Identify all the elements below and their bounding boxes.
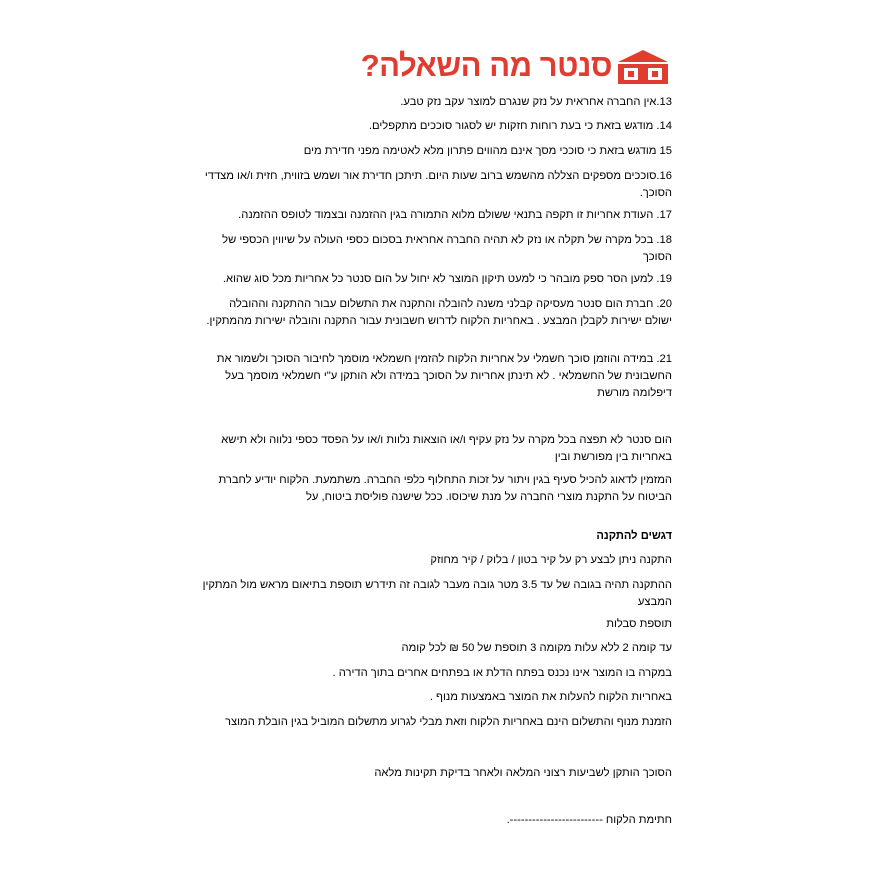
item-13: 13.אין החברה אחראית על נזק שנגרם למוצר עקב נזק טבע.: [400, 96, 672, 108]
liability-paragraph-2: המזמין לדאוג להכיל סעיף בגין ויתור על זכות התחלוף כלפי החברה. משתמעת. הלקוח יודיע לחברת הביטוח על התקנת מוצרי החברה על מנת שיכוסו. ככל שישנה פוליסת ביטוח, על: [218, 474, 672, 503]
install-line-1: התקנה ניתן לבצע רק על קיר בטון / בלוק / קיר מחוזק: [430, 554, 672, 566]
item-17: 17. העודת אחריות זו תקפה בתנאי ששולם מלוא התמורה בגין ההזמנה ובצמוד לטופס ההזמנה.: [238, 209, 672, 221]
logo-wordmark: סנטר מה השאלה?: [360, 48, 612, 83]
item-18: 18. בכל מקרה של תקלה או נזק לא תהיה החברה אחראית בסכום כספי העולה על שיווין הכספי של הסוכך: [222, 234, 672, 263]
customer-signature-line: חתימת הלקוח -------------------------.: [506, 814, 672, 826]
install-heading: דגשים להתקנה: [596, 530, 672, 542]
item-16: 16.סוככים מספקים הצללה מהשמש ברוב שעות היום. תיתכן חדירת אור ושמש בזווית, חזית ו/או מצדדי הסוכך.: [204, 170, 672, 199]
item-20: 20. חברת הום סנטר מעסיקה קבלני משנה להובלה והתקנה את התשלום עבור ההתקנה וההובלה ישולם ישירות לקבלן המבצע . באחריות הלקוח לדרוש חשבונית עבור התקנה והובלה ישירות מהמתקין.: [206, 298, 672, 327]
satisfaction-statement: הסוכך הותקן לשביעות רצוני המלאה ולאחר בדיקת תקינות מלאה: [374, 767, 672, 779]
item-14: 14. מודגש בזאת כי בעת רוחות חזקות יש לסגור סוככים מתקפלים.: [368, 120, 672, 132]
install-line-5: במקרה בו המוצר אינו נכנס בפתח הדלת או בפתחים אחרים בתוך הדירה .: [332, 667, 672, 679]
item-15: 15 מודגש בזאת כי סוככי מסך אינם מהווים פתרון מלא לאטימה מפני חדירת מים: [303, 145, 672, 157]
liability-paragraph-1: הום סנטר לא תפצה בכל מקרה על נזק עקיף ו/או הוצאות נלוות ו/או על הפסד כספי נלווה ולא תישא באחריות בין מפורשת ובין: [221, 434, 672, 463]
item-21: 21. במידה והוזמן סוכך חשמלי על אחריות הלקוח להזמין חשמלאי מוסמך לחיבור הסוכך ולשמור את החשבונית של החשמלאי . לא תינתן אחריות על הסוכך במידה ולא הותקן ע"י חשמלאי מוסמך בעל דיפלומה מורשת: [216, 353, 672, 399]
install-line-4: עד קומה 2 ללא עלות מקומה 3 תוספת של 50 ₪ לכל קומה: [401, 642, 672, 654]
item-19: 19. למען הסר ספק מובהר כי למעט תיקון המוצר לא יחול על הום סנטר כל אחריות מכל סוג שהוא.: [222, 273, 672, 285]
install-line-6: באחריות הלקוח להעלות את המוצר באמצעות מנוף .: [429, 691, 672, 703]
install-line-3: תוספת סבלות: [606, 618, 672, 630]
install-line-7: הזמנת מנוף והתשלום הינם באחריות הלקוח וזאת מבלי לגרוע מתשלום המוביל בגין הובלת המוצר: [225, 716, 672, 728]
home-center-logo: [288, 44, 672, 92]
install-line-2: ההתקנה תהיה בגובה של עד 3.5 מטר גובה מעבר לגובה זה תידרש תוספת בתיאום מראש מול המתקין המבצע: [202, 579, 672, 608]
house-logo-icon: [614, 50, 672, 84]
